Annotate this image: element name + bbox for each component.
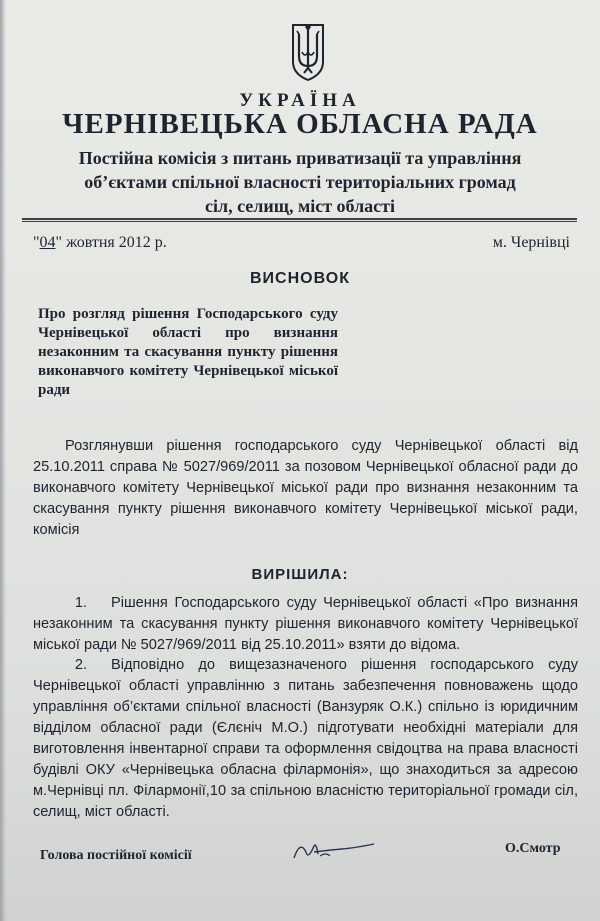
document-date: [33, 234, 167, 252]
document-title: ВИСНОВОК: [250, 270, 350, 287]
date-rest: " жовтня 2012 р.: [55, 234, 167, 251]
intro-text: Розглянувши рішення господарського суду Чернівецької області від 25.10.2011 справа № 5027/969/2011 за позовом Чернівецької обласної ради до виконавчого комітету Чернівецької міської ради про визнання незаконним та скасування пункту рішення виконавчого комітету Чернівецької міської ради, комісія: [33, 438, 578, 538]
committee-line-1: Постійна комісія з питань приватизації та управління: [78, 148, 522, 168]
handwritten-signature: [290, 832, 380, 868]
decided-heading: ВИРІШИЛА:: [251, 566, 349, 583]
item-text: Відповідно до вищезазначеного рішення господарського суду Чернівецької області управлінню з питань забезпечення повноважень щодо управління об’єктами спільної власності (Ванзуряк О.К.) спільно із юридичним відділом обласної ради (Єлєніч М.О.) підготувати необхідні матеріали для виготовлення інвентарної справи та оформлення свідоцтва на права власності будівлі ОКУ «Чернівецька обласна філармонія», що знаходиться за адресою м.Чернівці пл. Філармонії,10 за спільною власністю територіальної громади сіл, селищ, міст області.: [33, 657, 578, 820]
signatory-name: О.Смотр: [505, 841, 561, 856]
document-subject: Про розгляд рішення Господарського суду Чернівецької області про визнання незаконним та скасування пункту рішення виконавчого комітету Чернівецької міської ради: [38, 306, 338, 398]
committee-heading: [0, 146, 600, 218]
trident-coat-of-arms-icon: [290, 22, 326, 82]
date-day: 04: [39, 234, 56, 251]
committee-line-2: об’єктами спільної власності територіальних громад: [84, 172, 516, 192]
decision-item: [33, 655, 578, 823]
item-text: Рішення Господарського суду Чернівецької області «Про визнання незаконним та скасування пункту рішення виконавчого комітету Чернівецької міської ради № 5027/969/2011 від 25.10.2011» взяти до відома.: [33, 595, 578, 653]
date-open-quote: ": [33, 234, 40, 251]
item-number: 2.: [74, 657, 87, 673]
header-divider-thin: [22, 221, 577, 222]
signatory-role: Голова постійної комісії: [40, 848, 192, 863]
item-number: 1.: [74, 595, 87, 611]
committee-line-3: сіл, селищ, міст області: [204, 196, 396, 216]
country-heading: УКРАЇНА: [239, 90, 361, 111]
council-heading: ЧЕРНІВЕЦЬКА ОБЛАСНА РАДА: [62, 108, 538, 140]
header-divider: [22, 218, 577, 220]
decision-item: [33, 593, 578, 656]
intro-paragraph: [33, 436, 578, 541]
document-city: м. Чернівці: [492, 234, 570, 251]
